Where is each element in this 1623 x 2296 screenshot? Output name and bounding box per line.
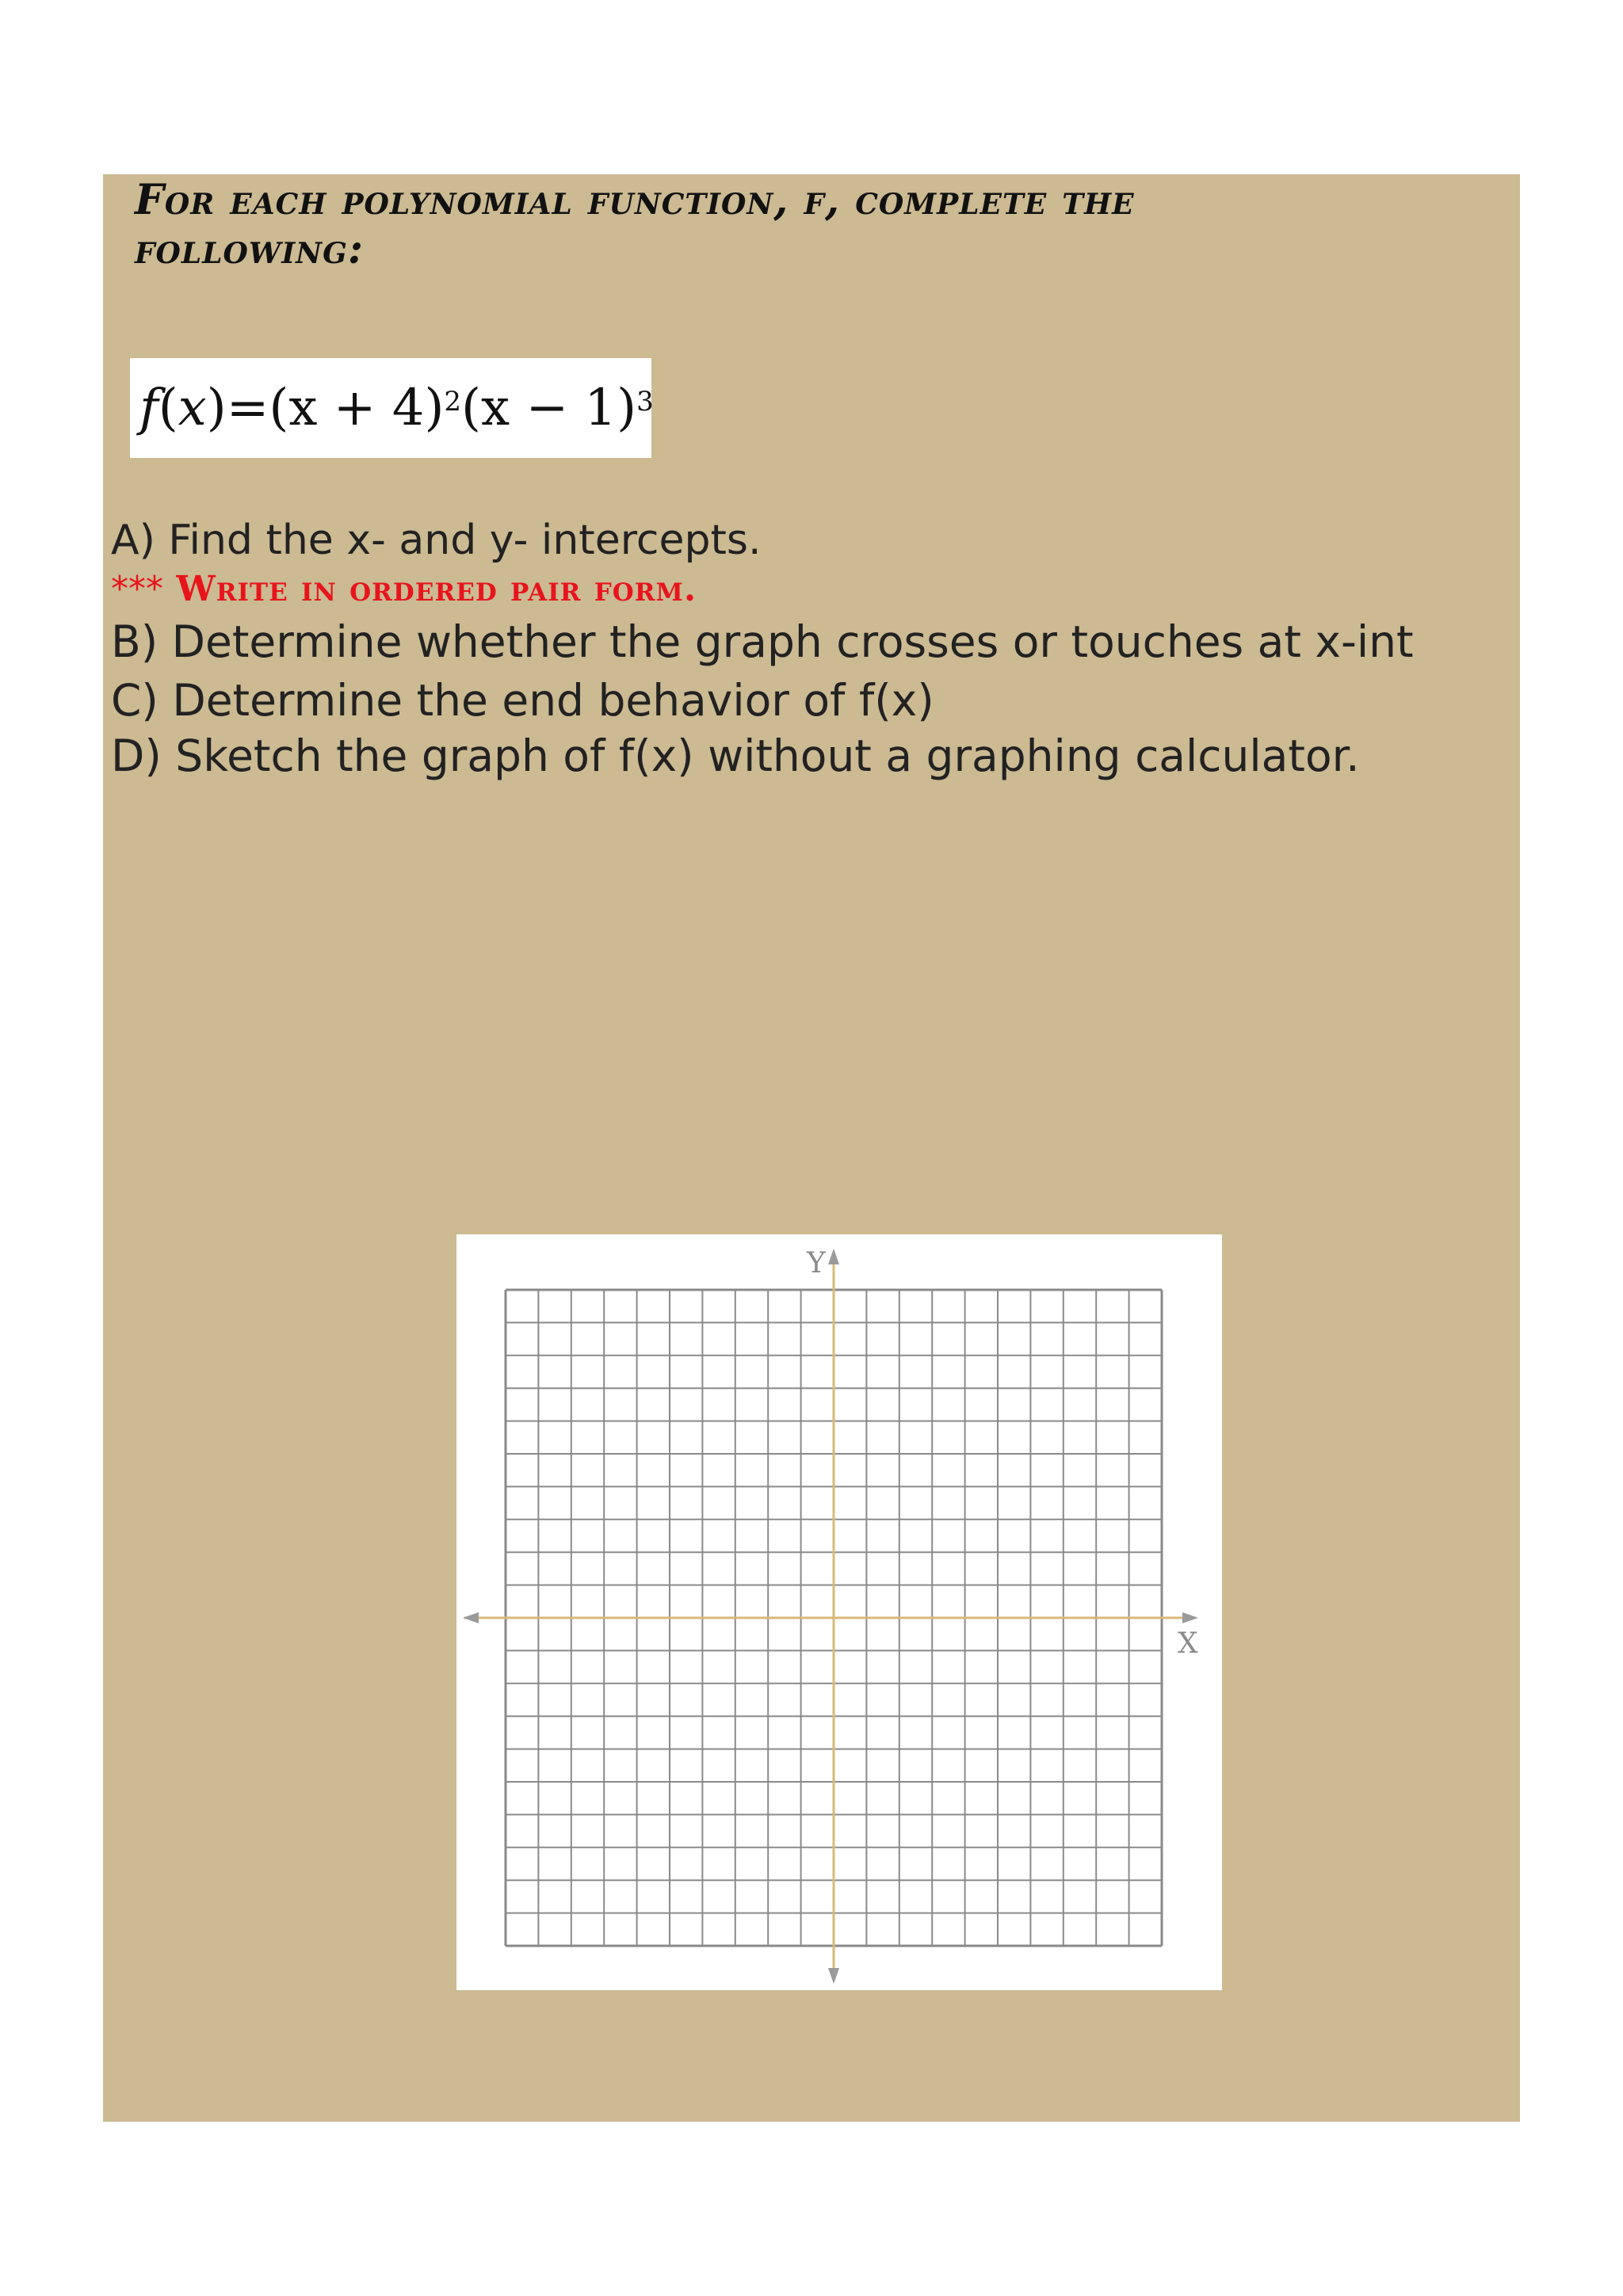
function-formula [130,358,654,458]
note-text: Write in ordered pair form. [163,569,697,609]
heading-line-1: For each polynomial function, f, complete the [135,176,1135,224]
y-axis-label: Y [807,1247,826,1280]
coordinate-grid-svg [456,1234,1222,1990]
heading-line-2: following: [135,225,365,273]
x-axis-left-arrow-icon [463,1612,479,1623]
worksheet-heading [135,176,1403,274]
formula-factor-1: (x + 4) [269,379,445,437]
note-stars: *** [111,569,163,609]
y-axis-up-arrow-icon [828,1249,839,1264]
formula-lparen: ( [158,379,178,437]
axes [463,1249,1198,1984]
formula-f: f [139,379,158,437]
question-c: C) Determine the end behavior of f(x) [111,675,934,726]
formula-equals: = [226,379,269,437]
x-axis-right-arrow-icon [1182,1612,1198,1623]
x-axis-label: X [1178,1627,1198,1660]
formula-exponent-2: 3 [636,386,654,418]
formula-x: x [178,379,207,437]
question-b: B) Determine whether the graph crosses or touches at x-int [111,616,1414,667]
coordinate-grid [456,1234,1222,1990]
y-axis-down-arrow-icon [828,1968,839,1984]
question-d: D) Sketch the graph of f(x) without a graphing calculator. [111,730,1360,781]
formula-factor-2: (x − 1) [461,379,637,437]
question-a: A) Find the x- and y- intercepts. [111,517,762,564]
formula-rparen: ) [206,379,227,437]
formula-exponent-1: 2 [444,386,462,418]
ordered-pair-note [111,569,697,609]
